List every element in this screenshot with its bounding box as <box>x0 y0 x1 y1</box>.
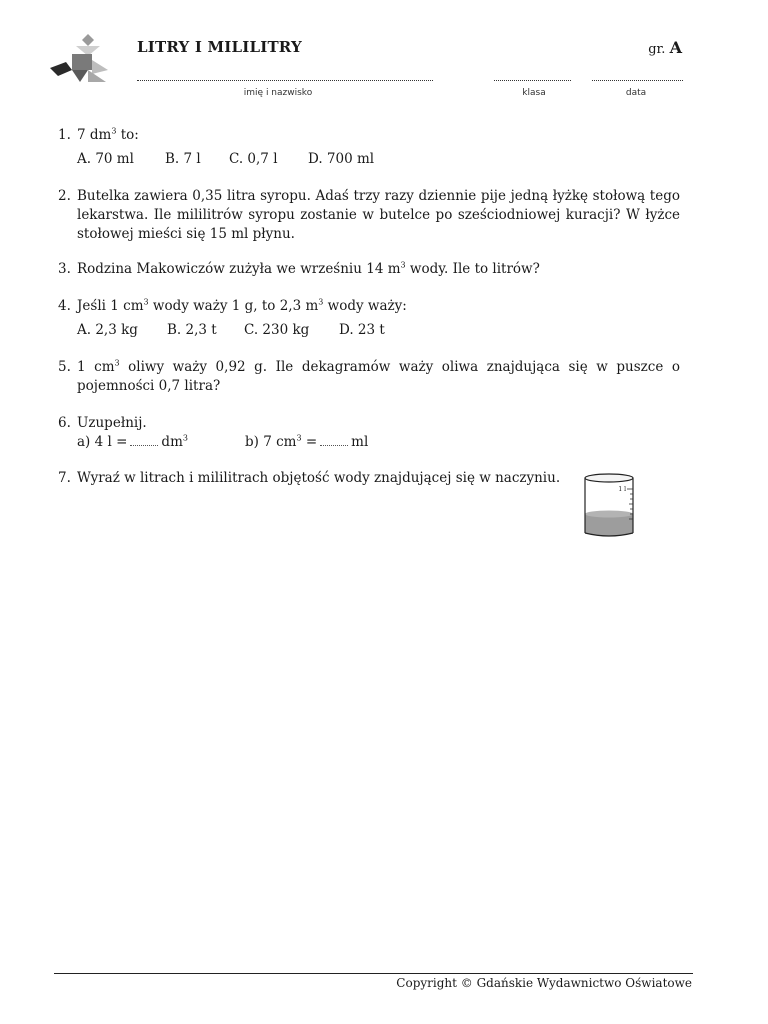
question-6 <box>58 414 680 452</box>
question-text: Jeśli 1 $cm^3$ wody waży 1 g, to 2,3 $m^3$ wody waży: <box>77 297 407 314</box>
answer-options <box>77 321 680 340</box>
name-caption: imię i nazwisko <box>243 88 313 98</box>
question-7 <box>58 469 568 488</box>
question-number: 1. <box>58 127 71 143</box>
option-d[interactable]: D. 700 ml <box>308 151 375 167</box>
question-number: 2. <box>58 188 71 204</box>
option-a[interactable]: A. 2,3 kg <box>77 322 138 338</box>
name-field[interactable] <box>137 72 433 81</box>
question-2 <box>58 187 680 244</box>
measuring-vessel-image <box>580 472 638 542</box>
option-b[interactable]: B. 7 l <box>165 151 201 167</box>
question-number: 4. <box>58 298 71 314</box>
question-text: 7 $dm^3$ to: <box>77 126 139 143</box>
fill-in-a: a) 4 $l = dm^3$ <box>77 433 188 450</box>
answer-blank-a[interactable] <box>130 435 158 446</box>
worksheet-title: LITRY I MILILITRY <box>137 38 302 56</box>
option-b[interactable]: B. 2,3 t <box>167 322 217 338</box>
fill-in-b: b) 7 $cm^3$ = ml <box>245 433 369 450</box>
question-text: Rodzina Makowiczów zużyła we wrześniu 14 $m^3$ wody. Ile to litrów? <box>77 260 540 277</box>
question-3 <box>58 260 680 279</box>
group-letter: A <box>669 38 682 57</box>
option-c[interactable]: C. 0,7 l <box>229 151 278 167</box>
option-a[interactable]: A. 70 ml <box>77 151 134 167</box>
option-c[interactable]: C. 230 kg <box>244 322 310 338</box>
group-label <box>648 38 682 57</box>
question-number: 3. <box>58 261 71 277</box>
question-text: Wyraź w litrach i mililitrach objętość wody znajdującej się w naczyniu. <box>77 470 561 486</box>
footer-divider <box>54 973 693 974</box>
question-text: Uzupełnij. <box>77 415 147 431</box>
answer-options <box>77 150 680 169</box>
question-1 <box>58 126 680 169</box>
question-5 <box>58 358 680 396</box>
class-caption: klasa <box>522 88 546 98</box>
question-4 <box>58 297 680 340</box>
answer-blank-b[interactable] <box>320 435 348 446</box>
vessel-scale-label: 1 l <box>618 486 626 493</box>
fill-in-row <box>77 433 680 452</box>
question-number: 5. <box>58 359 71 375</box>
class-field[interactable] <box>494 72 571 81</box>
question-number: 6. <box>58 415 71 431</box>
copyright-footer: Copyright © Gdańskie Wydawnictwo Oświatowe <box>396 976 692 990</box>
publisher-logo <box>48 32 112 88</box>
question-number: 7. <box>58 470 71 486</box>
question-text: 1 $cm^3$ oliwy waży 0,92 g. Ile dekagramów waży oliwa znajdująca się w puszce o pojemności 0,7 litra? <box>77 358 680 394</box>
option-d[interactable]: D. 23 t <box>339 322 385 338</box>
group-prefix: gr. <box>648 42 666 57</box>
question-text: Butelka zawiera 0,35 litra syropu. Adaś trzy razy dziennie pije jedną łyżkę stołową tego lekarstwa. Ile mililitrów syropu zostanie w butelce po sześciodniowej kuracji? W łyżce stołowej mieści się 15 ml płynu. <box>77 188 680 242</box>
date-field[interactable] <box>592 72 683 81</box>
date-caption: data <box>625 88 647 98</box>
